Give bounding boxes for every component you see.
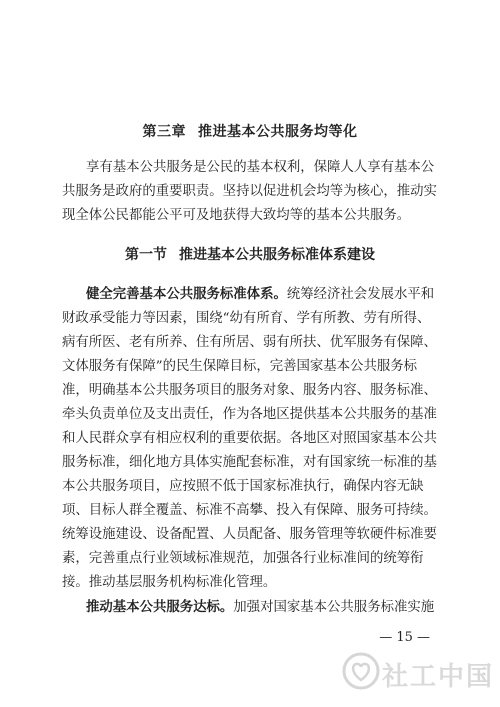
text-line: 统筹设施建设、设备配置、人员配备、服务管理等软硬件标准要 (62, 527, 437, 542)
text-line: 本公共服务项目，应按照不低于国家标准执行，确保内容无缺 (62, 479, 424, 494)
chapter-title: 推进基本公共服务均等化 (198, 124, 358, 140)
text-line: 共服务是政府的重要职责。坚持以促进机会均等为核心，推动实 (62, 184, 437, 199)
chapter-heading (0, 121, 500, 141)
text-line: 现全体公民都能公平可及地获得大致均等的基本公共服务。 (62, 208, 411, 223)
watermark-logo-icon (342, 652, 380, 690)
text-line: 病有所医、老有所养、住有所居、弱有所扶、优军服务有保障、 (62, 335, 437, 350)
text-line: 和人民群众享有相应权利的重要依据。各地区对照国家基本公共 (62, 431, 437, 446)
paragraph-lead: 推动基本公共服务达标。 (86, 600, 234, 615)
text-line: 项、目标人群全覆盖、标准不高攀、投入有保障、服务可持续。 (62, 503, 437, 518)
text-line: 享有基本公共服务是公民的基本权利，保障人人享有基本公 (86, 160, 435, 175)
page-number: — 15 — (379, 630, 430, 645)
text-line (86, 287, 434, 303)
text-line: 素，完善重点行业领域标准规范，加强各行业标准间的统筹衔 (62, 551, 424, 566)
paragraph-text: 统筹经济社会发展水平和 (286, 287, 435, 302)
watermark-text: 社工中国 (382, 662, 495, 692)
section-title: 推进基本公共服务标准体系建设 (179, 247, 375, 263)
paragraph-text: 加强对国家基本公共服务标准实施 (233, 600, 435, 615)
text-line: 文体服务有保障”的民生保障目标，完善国家基本公共服务标 (62, 359, 417, 374)
chapter-label: 第三章 (142, 124, 186, 140)
text-line: 接。推动基层服务机构标准化管理。 (62, 575, 277, 590)
text-line (86, 600, 434, 616)
watermark (340, 650, 495, 694)
text-line: 财政承受能力等因素，围绕“幼有所育、学有所教、劳有所得、 (62, 311, 431, 326)
section-label: 第一节 (125, 247, 167, 263)
paragraph-lead: 健全完善基本公共服务标准体系。 (86, 287, 287, 302)
text-line: 准，明确基本公共服务项目的服务对象、服务内容、服务标准、 (62, 383, 437, 398)
section-heading (0, 244, 500, 264)
text-line: 服务标准，细化地方具体实施配套标准，对有国家统一标准的基 (62, 455, 437, 470)
text-line: 牵头负责单位及支出责任，作为各地区提供基本公共服务的基准 (62, 407, 437, 422)
